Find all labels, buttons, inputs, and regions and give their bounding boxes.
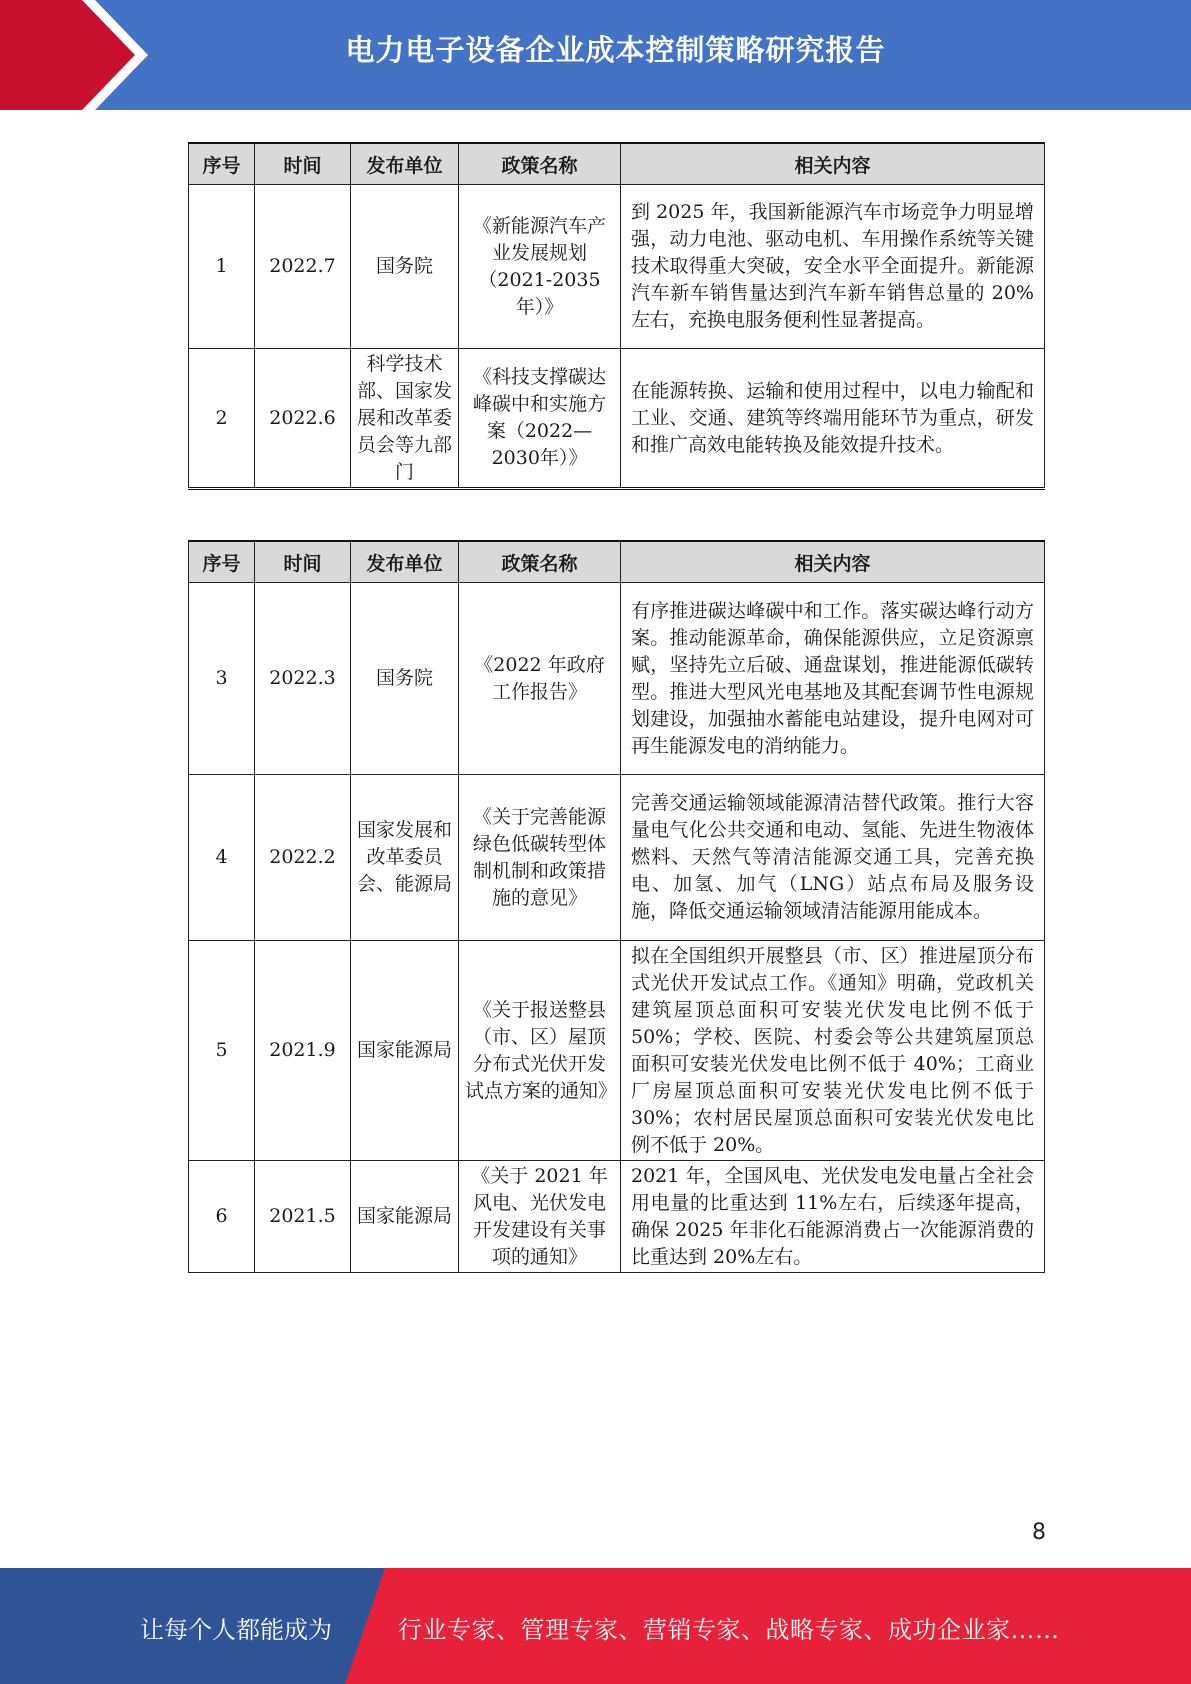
- report-title: 电力电子设备企业成本控制策略研究报告: [345, 33, 886, 67]
- table-row: [189, 185, 1045, 349]
- policy-table-2: [188, 540, 1045, 1273]
- table-row: [189, 1161, 1045, 1273]
- row-no: 3: [189, 583, 255, 775]
- row-no: 1: [189, 185, 255, 349]
- footer-slogan-left: 让每个人都能成为: [140, 1616, 332, 1644]
- row-policy: 《关于 2021 年风电、光伏发电开发建设有关事项的通知》: [459, 1161, 621, 1273]
- row-policy: 《关于完善能源绿色低碳转型体制机制和政策措施的意见》: [459, 775, 621, 941]
- row-date: 2022.3: [255, 583, 351, 775]
- row-no: 5: [189, 941, 255, 1161]
- header-content: 相关内容: [621, 143, 1045, 185]
- row-no: 4: [189, 775, 255, 941]
- row-date: 2022.6: [255, 349, 351, 489]
- table-row: [189, 583, 1045, 775]
- header-date: 时间: [255, 541, 351, 583]
- row-content: 有序推进碳达峰碳中和工作。落实碳达峰行动方案。推动能源革命，确保能源供应，立足资源禀赋，坚持先立后破、通盘谋划，推进能源低碳转型。推进大型风光电基地及其配套调节性电源规划建设，加强抽水蓄能电站建设，提升电网对可再生能源发电的消纳能力。: [621, 583, 1045, 775]
- row-content: 2021 年，全国风电、光伏发电发电量占全社会用电量的比重达到 11%左右，后续逐年提高，确保 2025 年非化石能源消费占一次能源消费的比重达到 20%左右。: [621, 1161, 1045, 1273]
- row-content: 拟在全国组织开展整县（市、区）推进屋顶分布式光伏开发试点工作。《通知》明确，党政机关建筑屋顶总面积可安装光伏发电比例不低于 50%；学校、医院、村委会等公共建筑屋顶总面积可安装光伏发电比例不低于 40%；工商业厂房屋顶总面积可安装光伏发电比例不低于 30%；农村居民屋顶总面积可安装光伏发电比例不低于 20%。: [621, 941, 1045, 1161]
- row-no: 2: [189, 349, 255, 489]
- row-policy: 《关于报送整县（市、区）屋顶分布式光伏开发试点方案的通知》: [459, 941, 621, 1161]
- header-issuer: 发布单位: [351, 143, 459, 185]
- row-issuer: 国务院: [351, 583, 459, 775]
- row-date: 2021.5: [255, 1161, 351, 1273]
- table-header-row: [189, 541, 1045, 583]
- footer-slogan-right: 行业专家、管理专家、营销专家、战略专家、成功企业家……: [398, 1616, 1060, 1644]
- table-row: [189, 349, 1045, 489]
- row-date: 2021.9: [255, 941, 351, 1161]
- header-content: 相关内容: [621, 541, 1045, 583]
- row-issuer: 国家能源局: [351, 1161, 459, 1273]
- row-date: 2022.2: [255, 775, 351, 941]
- row-date: 2022.7: [255, 185, 351, 349]
- row-policy: 《科技支撑碳达峰碳中和实施方案（2022—2030年）》: [459, 349, 621, 489]
- header-issuer: 发布单位: [351, 541, 459, 583]
- row-issuer: 国家能源局: [351, 941, 459, 1161]
- row-policy: 《新能源汽车产业发展规划（2021-2035年）》: [459, 185, 621, 349]
- row-issuer: 国务院: [351, 185, 459, 349]
- header-date: 时间: [255, 143, 351, 185]
- page-footer: [0, 1568, 1191, 1684]
- row-issuer: 科学技术部、国家发展和改革委员会等九部门: [351, 349, 459, 489]
- row-issuer: 国家发展和改革委员会、能源局: [351, 775, 459, 941]
- page-number: 8: [1032, 1520, 1046, 1545]
- table-row: [189, 941, 1045, 1161]
- row-policy: 《2022 年政府工作报告》: [459, 583, 621, 775]
- header-no: 序号: [189, 143, 255, 185]
- header-policy: 政策名称: [459, 541, 621, 583]
- row-content: 在能源转换、运输和使用过程中，以电力输配和工业、交通、建筑等终端用能环节为重点，研发和推广高效电能转换及能效提升技术。: [621, 349, 1045, 489]
- table-header-row: [189, 143, 1045, 185]
- header-policy: 政策名称: [459, 143, 621, 185]
- table-row: [189, 775, 1045, 941]
- policy-table-1: [188, 142, 1045, 490]
- header-no: 序号: [189, 541, 255, 583]
- row-no: 6: [189, 1161, 255, 1273]
- row-content: 完善交通运输领域能源清洁替代政策。推行大容量电气化公共交通和电动、氢能、先进生物液体燃料、天然气等清洁能源交通工具，完善充换电、加氢、加气（LNG）站点布局及服务设施，降低交通运输领域清洁能源用能成本。: [621, 775, 1045, 941]
- page-header: [0, 0, 1191, 110]
- row-content: 到 2025 年，我国新能源汽车市场竞争力明显增强，动力电池、驱动电机、车用操作系统等关键技术取得重大突破，安全水平全面提升。新能源汽车新车销售量达到汽车新车销售总量的 20%左右，充换电服务便利性显著提高。: [621, 185, 1045, 349]
